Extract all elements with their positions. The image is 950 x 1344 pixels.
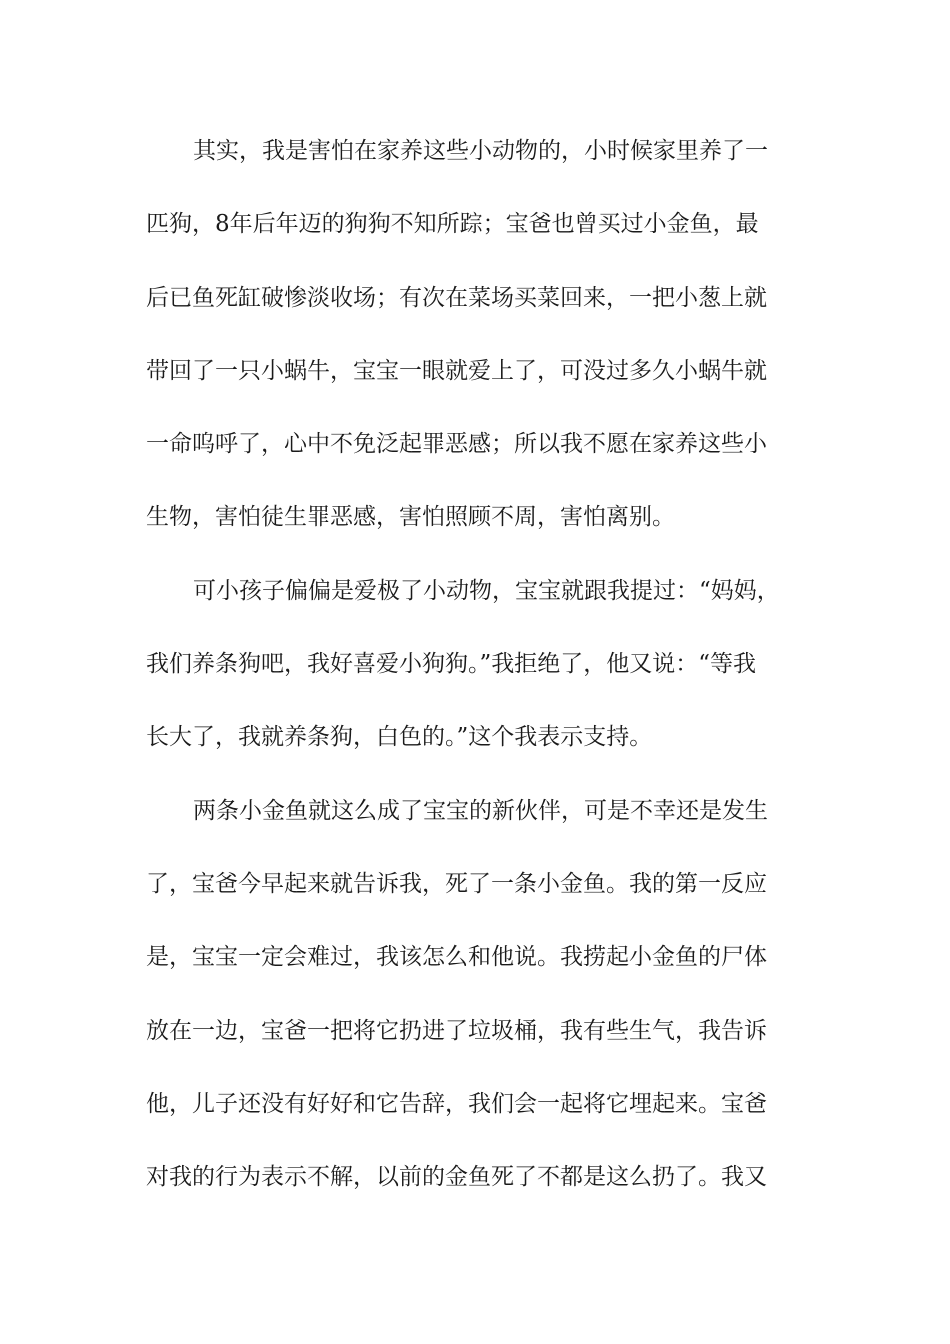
text-line: 其实，我是害怕在家养这些小动物的，小时候家里养了一 <box>193 138 768 164</box>
text-line: 后已鱼死缸破惨淡收场；有次在菜场买菜回来，一把小葱上就 <box>146 284 767 311</box>
paragraph-1 <box>146 131 806 571</box>
text-line: 长大了，我就养条狗，白色的。”这个我表示支持。 <box>146 724 653 751</box>
text-line: 是，宝宝一定会难过，我该怎么和他说。我捞起小金鱼的尸体 <box>146 944 767 971</box>
text-line: 生物，害怕徒生罪恶感，害怕照顾不周，害怕离别。 <box>146 504 675 531</box>
text-line: 匹狗，8年后年迈的狗狗不知所踪；宝爸也曾买过小金鱼，最 <box>146 211 759 238</box>
text-line: 带回了一只小蜗牛，宝宝一眼就爱上了，可没过多久小蜗牛就 <box>146 357 767 384</box>
paragraph-2 <box>146 571 806 791</box>
text-line: 一命呜呼了，心中不免泛起罪恶感；所以我不愿在家养这些小 <box>146 431 767 458</box>
text-line: 对我的行为表示不解，以前的金鱼死了不都是这么扔了。我又 <box>146 1164 767 1191</box>
document-body <box>146 131 806 1230</box>
text-line: 我们养条狗吧，我好喜爱小狗狗。”我拒绝了，他又说：“等我 <box>146 651 757 678</box>
text-line: 他，儿子还没有好好和它告辞，我们会一起将它埋起来。宝爸 <box>146 1090 767 1117</box>
paragraph-3 <box>146 791 806 1231</box>
text-line: 可小孩子偏偏是爱极了小动物，宝宝就跟我提过：“妈妈， <box>193 577 780 604</box>
text-line: 放在一边，宝爸一把将它扔进了垃圾桶，我有些生气，我告诉 <box>146 1017 767 1044</box>
text-line: 了，宝爸今早起来就告诉我，死了一条小金鱼。我的第一反应 <box>146 870 767 897</box>
text-line: 两条小金鱼就这么成了宝宝的新伙伴，可是不幸还是发生 <box>193 797 768 824</box>
